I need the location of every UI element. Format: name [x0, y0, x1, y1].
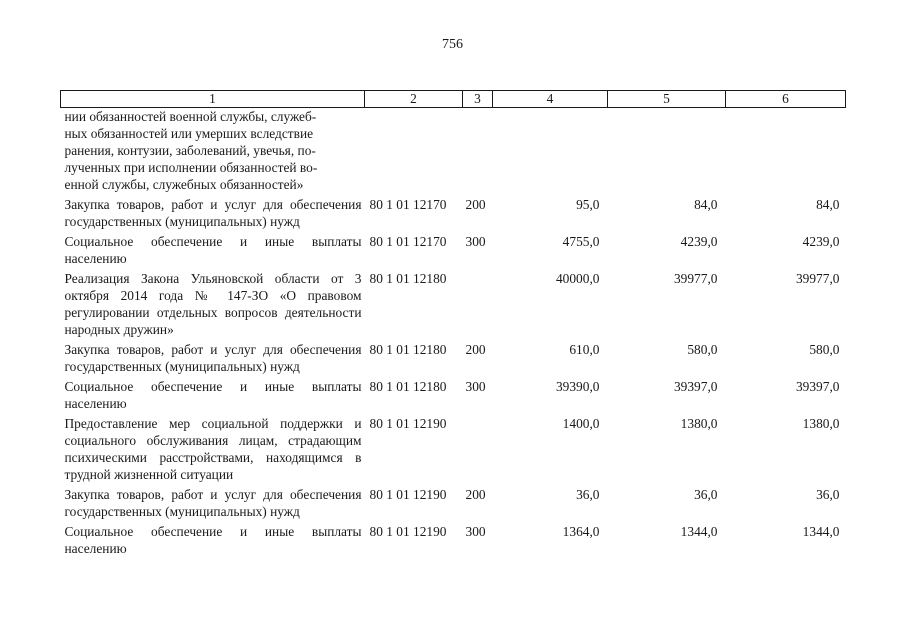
column-header-1: 1: [61, 91, 365, 108]
page-number: 756: [442, 37, 463, 52]
row-value-6: 1380,0: [802, 416, 840, 431]
row-type: 300: [465, 234, 486, 249]
table-row: [61, 378, 846, 415]
row-value-6: 39397,0: [795, 379, 840, 394]
row-type: 200: [465, 342, 486, 357]
row-type: 300: [465, 524, 486, 539]
row-value-4: 1364,0: [562, 524, 600, 539]
row-name: Социальное обеспечение и иные выплаты населению: [64, 379, 362, 411]
row-name: Предоставление мер социальной поддержки и социального обслуживания лицам, страдающим психическими расстройствами, находящимся в трудной жизненной ситуации: [64, 416, 362, 482]
table-row: [61, 523, 846, 560]
row-value-4: 40000,0: [555, 271, 600, 286]
row-value-4: 39390,0: [555, 379, 600, 394]
row-value-5: 1344,0: [680, 524, 718, 539]
row-code: 80 1 01 12190: [369, 524, 447, 539]
row-code: 80 1 01 12170: [369, 234, 447, 249]
row-value-6: 36,0: [816, 487, 840, 502]
row-name: Реализация Закона Ульяновской области от 3 октября 2014 года № 147-ЗО «О правовом регулировании отдельных вопросов деятельности народных дружин»: [64, 271, 362, 337]
row-name: Социальное обеспечение и иные выплаты населению: [64, 234, 362, 266]
row-value-6: 4239,0: [802, 234, 840, 249]
budget-table: [60, 90, 846, 560]
continuation-line: лученных при исполнении обязанностей во-: [64, 160, 318, 175]
row-value-4: 95,0: [576, 197, 600, 212]
row-value-6: 39977,0: [795, 271, 840, 286]
table-row: [61, 415, 846, 486]
row-code: 80 1 01 12190: [369, 487, 447, 502]
continuation-line: ранения, контузии, заболеваний, увечья, по-: [64, 143, 316, 158]
table-row: [61, 486, 846, 523]
table-row: [61, 233, 846, 270]
row-value-4: 610,0: [569, 342, 600, 357]
row-name: Закупка товаров, работ и услуг для обеспечения государственных (муниципальных) нужд: [64, 342, 362, 374]
row-type: 200: [465, 197, 486, 212]
column-header-4: 4: [493, 91, 608, 108]
row-value-5: 4239,0: [680, 234, 718, 249]
row-type: [463, 270, 493, 341]
column-header-2: 2: [365, 91, 463, 108]
row-value-5: 39977,0: [673, 271, 718, 286]
continuation-line: ных обязанностей или умерших вследствие: [64, 126, 314, 141]
continuation-line: енной службы, служебных обязанностей»: [64, 177, 304, 192]
row-value-6: 84,0: [816, 197, 840, 212]
row-value-4: 4755,0: [562, 234, 600, 249]
continuation-row: [61, 108, 846, 197]
continuation-line: нии обязанностей военной службы, служеб-: [64, 109, 317, 124]
row-value-4: 36,0: [576, 487, 600, 502]
row-value-4: 1400,0: [562, 416, 600, 431]
row-code: 80 1 01 12180: [369, 271, 447, 286]
row-type: 300: [465, 379, 486, 394]
row-type: [463, 415, 493, 486]
row-name: Социальное обеспечение и иные выплаты населению: [64, 524, 362, 556]
table-row: [61, 341, 846, 378]
row-value-5: 39397,0: [673, 379, 718, 394]
table-row: [61, 270, 846, 341]
column-numbers-header: [61, 91, 846, 108]
row-code: 80 1 01 12190: [369, 416, 447, 431]
row-value-5: 36,0: [694, 487, 718, 502]
column-header-3: 3: [463, 91, 493, 108]
row-code: 80 1 01 12170: [369, 197, 447, 212]
table-row: [61, 196, 846, 233]
row-value-5: 580,0: [687, 342, 718, 357]
column-header-6: 6: [726, 91, 846, 108]
row-type: 200: [465, 487, 486, 502]
row-value-5: 1380,0: [680, 416, 718, 431]
continuation-text: [61, 108, 365, 197]
row-code: 80 1 01 12180: [369, 379, 447, 394]
row-code: 80 1 01 12180: [369, 342, 447, 357]
row-value-6: 580,0: [809, 342, 840, 357]
column-header-5: 5: [608, 91, 726, 108]
row-name: Закупка товаров, работ и услуг для обеспечения государственных (муниципальных) нужд: [64, 197, 362, 229]
row-value-6: 1344,0: [802, 524, 840, 539]
row-name: Закупка товаров, работ и услуг для обеспечения государственных (муниципальных) нужд: [64, 487, 362, 519]
row-value-5: 84,0: [694, 197, 718, 212]
